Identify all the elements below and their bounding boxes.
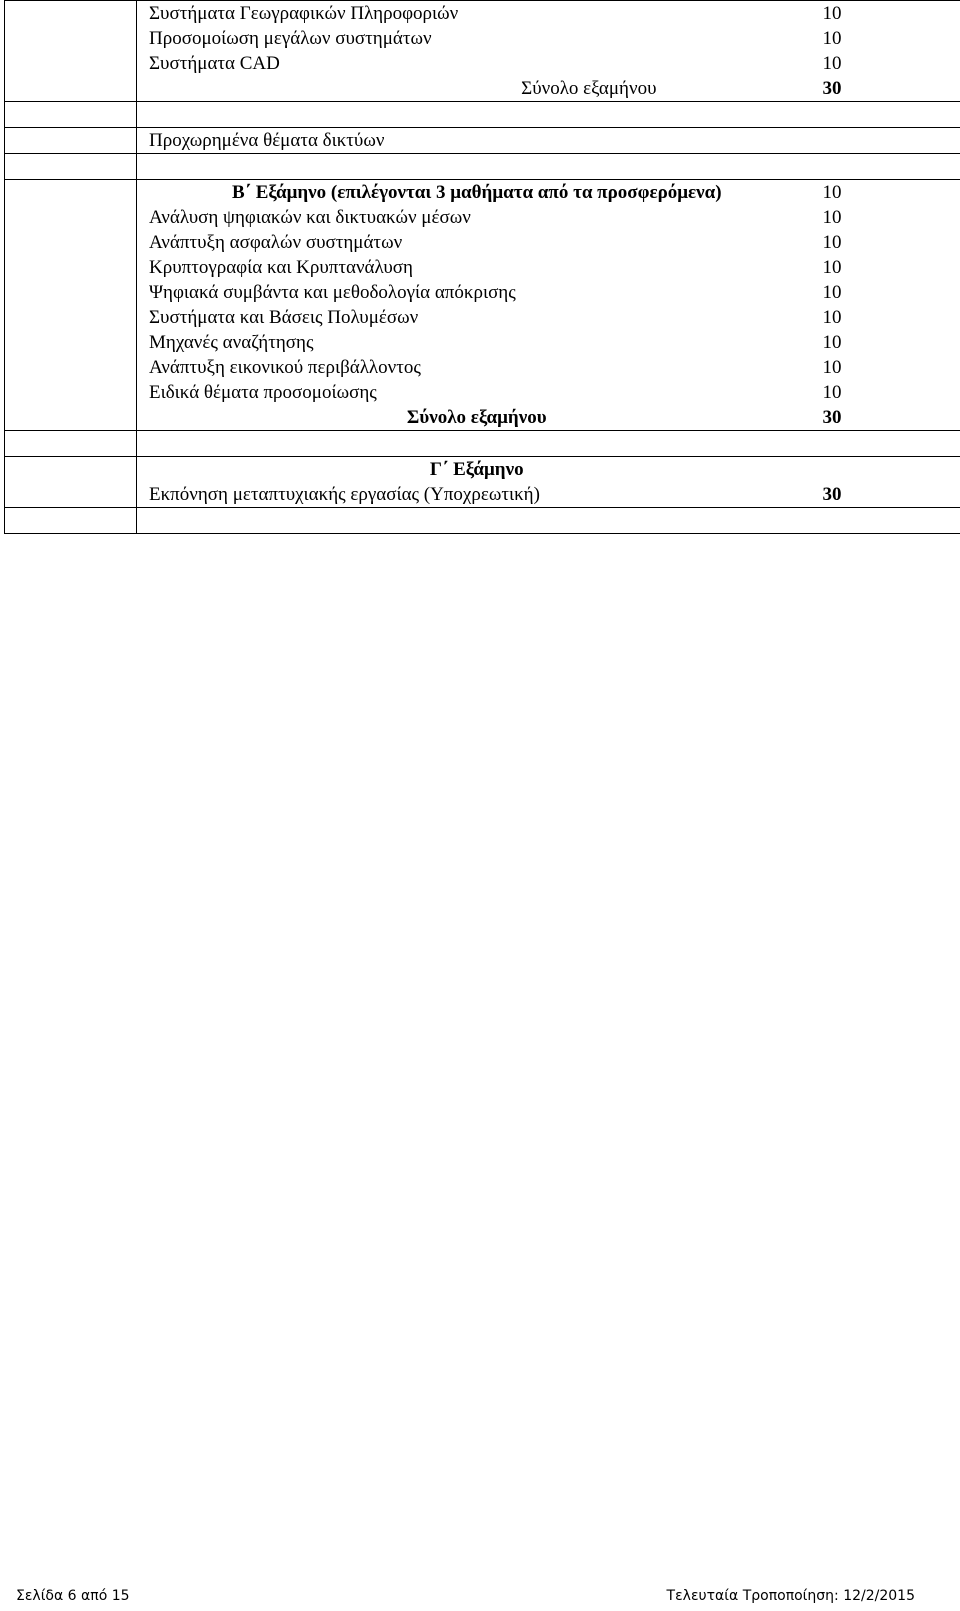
- course-name: Συστήματα Γεωγραφικών Πληροφοριών: [137, 1, 817, 27]
- table-row: [5, 482, 960, 508]
- semester-total-label: Σύνολο εξαμήνου: [137, 76, 817, 102]
- blank-cell: [5, 230, 137, 255]
- blank-cell: [5, 405, 137, 431]
- blank-cell: [5, 280, 137, 305]
- page-number: Σελίδα 6 από 15: [16, 1588, 130, 1604]
- blank-cell: [5, 26, 137, 51]
- course-name: Συστήματα CAD: [137, 51, 817, 76]
- blank-cell: [5, 76, 137, 102]
- table-row: [5, 355, 960, 380]
- empty-row: [5, 508, 960, 534]
- course-name: Μηχανές αναζήτησης: [137, 330, 817, 355]
- course-ects: 10: [817, 305, 960, 330]
- empty-row: [5, 431, 960, 457]
- table-row: [5, 26, 960, 51]
- table-row: [5, 51, 960, 76]
- course-name: Ανάλυση ψηφιακών και δικτυακών μέσων: [137, 205, 817, 230]
- course-ects: 10: [817, 26, 960, 51]
- blank-cell: [5, 305, 137, 330]
- blank-cell: [5, 355, 137, 380]
- last-modified: Τελευταία Τροποποίηση: 12/2/2015: [666, 1588, 915, 1604]
- course-name: Προχωρημένα θέματα δικτύων: [137, 128, 817, 154]
- table-row: [5, 1, 960, 27]
- course-ects: 10: [817, 230, 960, 255]
- empty-row: [5, 102, 960, 128]
- course-name: Προσομοίωση μεγάλων συστημάτων: [137, 26, 817, 51]
- semester-b-heading: Β΄ Εξάμηνο (επιλέγονται 3 μαθήματα από τα προσφερόμενα): [137, 180, 817, 206]
- table-row: [5, 128, 960, 154]
- course-ects: 10: [817, 355, 960, 380]
- course-ects: 10: [817, 205, 960, 230]
- table-row: [5, 280, 960, 305]
- table-row: [5, 255, 960, 280]
- course-ects: [817, 128, 960, 154]
- table-row: [5, 380, 960, 405]
- semester-total-label: Σύνολο εξαμήνου: [137, 405, 817, 431]
- blank-cell: [5, 180, 137, 206]
- course-ects: 10: [817, 51, 960, 76]
- blank-cell: [5, 380, 137, 405]
- semester-total-row: [5, 405, 960, 431]
- blank-cell: [5, 482, 137, 508]
- course-ects: 10: [817, 280, 960, 305]
- table-row: [5, 205, 960, 230]
- course-name: Εκπόνηση μεταπτυχιακής εργασίας (Υποχρεωτική): [137, 482, 817, 508]
- course-ects: 10: [817, 180, 960, 206]
- course-name: Ψηφιακά συμβάντα και μεθοδολογία απόκρισης: [137, 280, 817, 305]
- course-name: Κρυπτογραφία και Κρυπτανάλυση: [137, 255, 817, 280]
- blank-cell: [5, 330, 137, 355]
- blank-cell: [5, 51, 137, 76]
- semester-total-value: 30: [817, 405, 960, 431]
- semester-total-row: [5, 76, 960, 102]
- course-ects: 10: [817, 380, 960, 405]
- course-name: Ανάπτυξη ασφαλών συστημάτων: [137, 230, 817, 255]
- course-ects: 30: [817, 482, 960, 508]
- blank-cell: [5, 205, 137, 230]
- blank-cell: [5, 1, 137, 27]
- semester-heading-row: [5, 180, 960, 206]
- semester-heading-row: [5, 457, 960, 483]
- blank-cell: [5, 128, 137, 154]
- blank-cell: [5, 255, 137, 280]
- table-row: [5, 330, 960, 355]
- course-ects: 10: [817, 1, 960, 27]
- course-ects: [817, 457, 960, 483]
- table-row: [5, 230, 960, 255]
- empty-row: [5, 154, 960, 180]
- semester-total-value: 30: [817, 76, 960, 102]
- course-name: Συστήματα και Βάσεις Πολυμέσων: [137, 305, 817, 330]
- table-row: [5, 305, 960, 330]
- course-name: Ανάπτυξη εικονικού περιβάλλοντος: [137, 355, 817, 380]
- course-name: Ειδικά θέματα προσομοίωσης: [137, 380, 817, 405]
- course-ects: 10: [817, 255, 960, 280]
- blank-cell: [5, 457, 137, 483]
- curriculum-table: [4, 0, 960, 534]
- semester-c-heading: Γ΄ Εξάμηνο: [137, 457, 817, 483]
- course-ects: 10: [817, 330, 960, 355]
